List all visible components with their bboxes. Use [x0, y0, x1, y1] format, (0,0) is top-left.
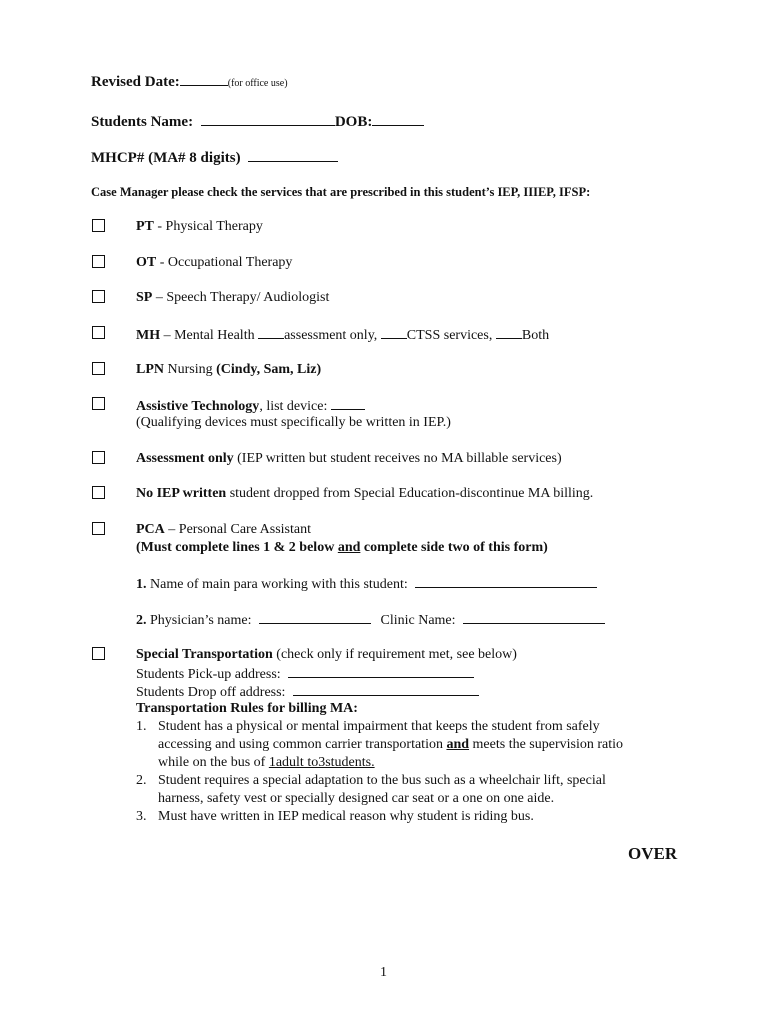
no-iep-row	[136, 485, 593, 503]
clinic-name-field[interactable]	[463, 610, 605, 624]
rule-1-line2b: meets the supervision ratio	[469, 737, 624, 752]
revised-date-row	[91, 72, 288, 93]
sp-code: SP	[136, 290, 153, 305]
page-number: 1	[380, 965, 387, 980]
transport-row	[136, 646, 517, 664]
pca-line1-text: Name of main para working with this student:	[146, 577, 408, 592]
rule-1-cont	[136, 736, 623, 754]
lpn-row	[136, 361, 321, 379]
no-iep-checkbox[interactable]	[92, 486, 105, 499]
ot-checkbox[interactable]	[92, 255, 105, 268]
mh-desc: – Mental Health	[160, 328, 259, 343]
mhcp-field[interactable]	[248, 148, 338, 162]
pt-checkbox[interactable]	[92, 219, 105, 232]
mh-option-assessment: assessment only,	[284, 328, 381, 343]
revised-date-label: Revised Date:	[91, 74, 180, 90]
mhcp-label: MHCP# (MA# 8 digits)	[91, 150, 241, 166]
rule-1-line1: Student has a physical or mental impairment that keeps the student from safely	[158, 719, 600, 734]
dropoff-address-field[interactable]	[293, 682, 479, 696]
rule-1	[136, 718, 600, 736]
students-name-row	[91, 112, 424, 131]
pca-line2	[136, 610, 605, 630]
pt-desc: - Physical Therapy	[153, 219, 263, 234]
physician-name-field[interactable]	[259, 610, 371, 624]
dropoff-row	[136, 682, 479, 702]
lpn-checkbox[interactable]	[92, 362, 105, 375]
mh-row	[136, 325, 549, 345]
rule-3-line1: Must have written in IEP medical reason why student is riding bus.	[158, 809, 534, 824]
rule-2-cont: harness, safety vest or specially designed car seat or a one on one aide.	[158, 791, 555, 806]
pickup-row	[136, 664, 474, 684]
rule-1-and: and	[446, 737, 470, 752]
pca-line2-num: 2.	[136, 613, 147, 628]
rule-2-num: 2.	[136, 773, 147, 788]
ot-code: OT	[136, 255, 157, 270]
sp-desc: – Speech Therapy/ Audiologist	[152, 290, 330, 305]
assessment-checkbox[interactable]	[92, 451, 105, 464]
mh-both-blank[interactable]	[496, 325, 522, 339]
no-iep-code: No IEP written	[136, 486, 227, 501]
mh-option-ctss: CTSS services,	[406, 328, 496, 343]
at-row	[136, 396, 365, 416]
pca-must-b: complete side two of this form)	[360, 540, 548, 555]
dob-label: DOB:	[334, 114, 373, 130]
mh-ctss-blank[interactable]	[381, 325, 407, 339]
pickup-label: Students Pick-up address:	[136, 667, 281, 682]
rule-2-line1: Student requires a special adaptation to the bus such as a wheelchair lift, special	[158, 773, 606, 788]
rule-1-num: 1.	[136, 719, 147, 734]
transport-rules-title: Transportation Rules for billing MA:	[136, 701, 358, 716]
mh-assessment-blank[interactable]	[258, 325, 284, 339]
pt-row	[136, 218, 263, 236]
revised-date-field[interactable]	[180, 72, 228, 86]
no-iep-desc: student dropped from Special Education-discontinue MA billing.	[226, 486, 594, 501]
students-name-label: Students Name:	[91, 114, 194, 130]
clinic-name-label: Clinic Name:	[380, 613, 456, 628]
pca-must-a: (Must complete lines 1 & 2 below	[136, 540, 338, 555]
pca-must-and: and	[337, 540, 361, 555]
at-checkbox[interactable]	[92, 397, 105, 410]
mh-option-both: Both	[521, 328, 550, 343]
rule-1-line3a: while on the bus of	[158, 755, 269, 770]
pickup-address-field[interactable]	[288, 664, 474, 678]
pca-line1	[136, 574, 597, 594]
at-device-field[interactable]	[331, 396, 365, 410]
ot-row	[136, 254, 292, 272]
pca-checkbox[interactable]	[92, 522, 105, 535]
assessment-desc: (IEP written but student receives no MA billable services)	[233, 451, 562, 466]
lpn-names: (Cindy, Sam, Liz)	[216, 362, 322, 377]
assessment-code: Assessment only	[136, 451, 234, 466]
rule-1-ratio: 1adult to3students.	[268, 755, 375, 770]
pca-code: PCA	[136, 522, 165, 537]
sp-checkbox[interactable]	[92, 290, 105, 303]
ot-desc: - Occupational Therapy	[156, 255, 293, 270]
main-para-field[interactable]	[415, 574, 597, 588]
transport-desc: (check only if requirement met, see below)	[272, 647, 517, 662]
mhcp-row	[91, 148, 338, 167]
case-manager-instruction: Case Manager please check the services that are prescribed in this student’s IEP, IIIEP, IFSP:	[91, 185, 591, 199]
dropoff-label: Students Drop off address:	[136, 685, 286, 700]
students-name-field[interactable]	[201, 112, 335, 126]
pt-code: PT	[136, 219, 154, 234]
mh-checkbox[interactable]	[92, 326, 105, 339]
at-code: Assistive Technology	[136, 399, 260, 414]
office-use-note: (for office use)	[227, 78, 288, 89]
mh-code: MH	[136, 328, 161, 343]
transport-checkbox[interactable]	[92, 647, 105, 660]
pca-row	[136, 521, 311, 539]
dob-field[interactable]	[372, 112, 424, 126]
over-label: OVER	[628, 844, 678, 863]
at-desc: , list device:	[259, 399, 331, 414]
lpn-desc: Nursing	[164, 362, 217, 377]
at-note: (Qualifying devices must specifically be written in IEP.)	[136, 415, 451, 430]
rule-2	[136, 772, 606, 790]
rule-1-cont2	[136, 754, 375, 772]
pca-desc: – Personal Care Assistant	[164, 522, 311, 537]
rule-1-line2a: accessing and using common carrier transportation	[158, 737, 447, 752]
rule-3	[136, 808, 534, 826]
assessment-row	[136, 450, 562, 468]
lpn-code: LPN	[136, 362, 164, 377]
sp-row	[136, 289, 329, 307]
rule-3-num: 3.	[136, 809, 147, 824]
pca-line2-text: Physician’s name:	[146, 613, 252, 628]
pca-line1-num: 1.	[136, 577, 147, 592]
pca-requirement	[136, 539, 548, 557]
transport-code: Special Transportation	[136, 647, 273, 662]
